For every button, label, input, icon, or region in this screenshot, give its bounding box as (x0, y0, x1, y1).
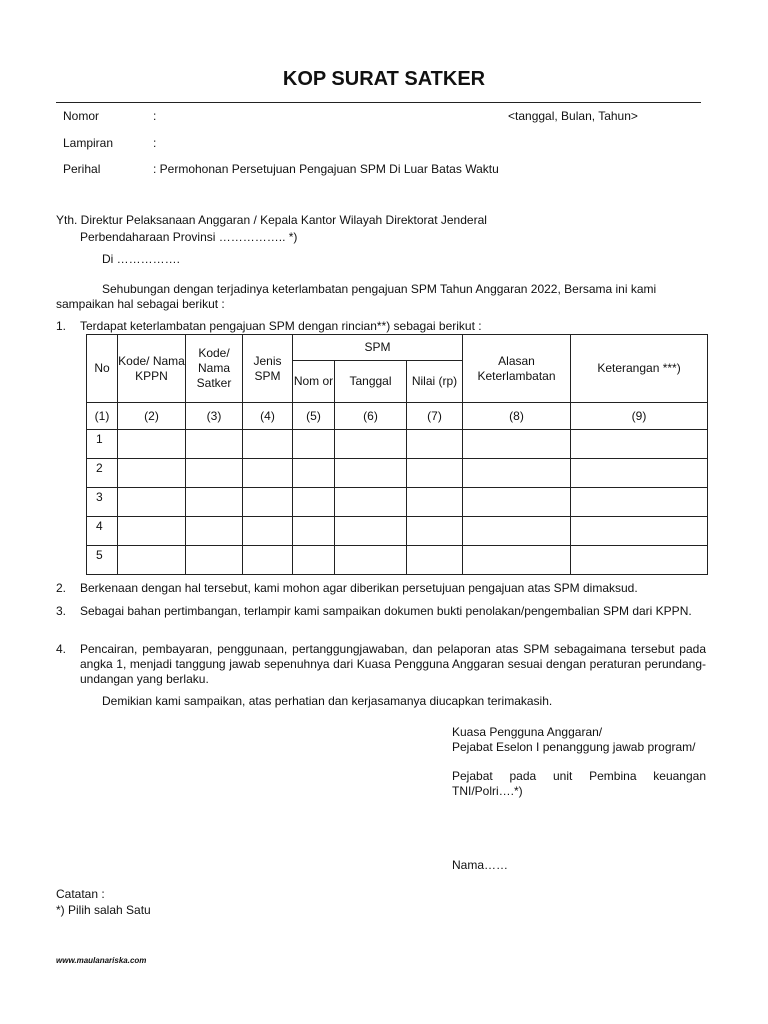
table-cell (118, 488, 186, 517)
table-cell (118, 517, 186, 546)
opening-paragraph-cont: sampaikan hal sebagai berikut : (56, 297, 225, 311)
opening-paragraph: Sehubungan dengan terjadinya keterlambatan pengajuan SPM Tahun Anggaran 2022, Bersama ini kami (102, 282, 657, 296)
table-cell (463, 430, 571, 459)
list-number: 2. (56, 581, 67, 595)
perihal-value: : Permohonan Persetujuan Pengajuan SPM Di Luar Batas Waktu (153, 162, 499, 176)
table-cell (463, 488, 571, 517)
row-number: 1 (87, 430, 118, 459)
table-cell (407, 459, 463, 488)
nomor-value: : (153, 109, 157, 123)
table-cell (463, 517, 571, 546)
list-number: 3. (56, 604, 67, 618)
table-row (87, 488, 708, 517)
row-number: 3 (87, 488, 118, 517)
perihal-label: Perihal (63, 162, 101, 176)
signature-line-2: Pejabat Eselon I penanggung jawab program/ (452, 740, 696, 754)
table-cell (571, 430, 708, 459)
col-header-nomor: Nom or (293, 361, 335, 403)
address-line-3: Di ……………. (102, 252, 180, 266)
column-number: (2) (118, 403, 186, 430)
table-cell (571, 488, 708, 517)
letter-date: <tanggal, Bulan, Tahun> (508, 109, 638, 123)
table-cell (335, 488, 407, 517)
table-cell (335, 517, 407, 546)
list-text: Sebagai bahan pertimbangan, terlampir kami sampaikan dokumen bukti penolakan/pengembalian SPM dari KPPN. (80, 604, 692, 618)
col-header-jenis-spm: Jenis SPM (243, 335, 293, 403)
table-cell (571, 459, 708, 488)
column-number: (4) (243, 403, 293, 430)
signature-name: Nama…… (452, 858, 509, 872)
table-row (87, 546, 708, 575)
column-number: (6) (335, 403, 407, 430)
signature-line-3: Pejabat pada unit Pembina keuangan TNI/Polri….*) (452, 769, 706, 798)
table-cell (407, 430, 463, 459)
table-cell (118, 430, 186, 459)
col-header-spm: SPM (293, 335, 463, 361)
footer-url: www.maulanariska.com (56, 956, 147, 965)
notes-item: *) Pilih salah Satu (56, 903, 151, 917)
col-header-nilai: Nilai (rp) (407, 361, 463, 403)
table-cell (571, 546, 708, 575)
table-cell (293, 488, 335, 517)
col-header-kode-kppn: Kode/ Nama KPPN (118, 335, 186, 403)
column-number: (3) (186, 403, 243, 430)
table-cell (243, 546, 293, 575)
table-cell (407, 488, 463, 517)
table-cell (243, 517, 293, 546)
address-line-2: Perbendaharaan Provinsi …………….. *) (80, 230, 298, 244)
spm-table (86, 334, 708, 575)
column-number: (8) (463, 403, 571, 430)
table-cell (335, 430, 407, 459)
table-cell (335, 459, 407, 488)
col-header-no: No (87, 335, 118, 403)
column-number: (5) (293, 403, 335, 430)
column-number: (9) (571, 403, 708, 430)
row-number: 2 (87, 459, 118, 488)
table-cell (243, 488, 293, 517)
table-cell (243, 459, 293, 488)
lampiran-value: : (153, 136, 157, 150)
table-row (87, 459, 708, 488)
table-cell (407, 546, 463, 575)
signature-line-1: Kuasa Pengguna Anggaran/ (452, 725, 603, 739)
table-cell (186, 430, 243, 459)
closing-paragraph: Demikian kami sampaikan, atas perhatian dan kerjasamanya diucapkan terimakasih. (102, 694, 553, 708)
notes-title: Catatan : (56, 887, 105, 901)
col-header-alasan: Alasan Keterlambatan (463, 335, 571, 403)
table-cell (293, 430, 335, 459)
column-number: (1) (87, 403, 118, 430)
table-cell (407, 517, 463, 546)
list-text: Terdapat keterlambatan pengajuan SPM dengan rincian**) sebagai berikut : (80, 319, 482, 333)
list-number: 1. (56, 319, 67, 333)
table-cell (118, 459, 186, 488)
table-cell (335, 546, 407, 575)
table-cell (186, 517, 243, 546)
row-number: 5 (87, 546, 118, 575)
table-cell (186, 459, 243, 488)
table-cell (463, 546, 571, 575)
table-row (87, 430, 708, 459)
header-rule (56, 102, 701, 103)
list-number: 4. (56, 642, 67, 656)
table-cell (186, 488, 243, 517)
table-cell (293, 546, 335, 575)
table-cell (293, 517, 335, 546)
table-cell (118, 546, 186, 575)
column-number: (7) (407, 403, 463, 430)
table-cell (571, 517, 708, 546)
col-header-kode-satker: Kode/ Nama Satker (186, 335, 243, 403)
table-cell (463, 459, 571, 488)
column-number-row (87, 403, 708, 430)
address-line-1: Yth. Direktur Pelaksanaan Anggaran / Kepala Kantor Wilayah Direktorat Jenderal (56, 213, 487, 227)
table-row (87, 517, 708, 546)
nomor-label: Nomor (63, 109, 100, 123)
table-cell (293, 459, 335, 488)
row-number: 4 (87, 517, 118, 546)
col-header-keterangan: Keterangan ***) (571, 335, 708, 403)
table-cell (243, 430, 293, 459)
col-header-tanggal: Tanggal (335, 361, 407, 403)
table-cell (186, 546, 243, 575)
letterhead-title: KOP SURAT SATKER (282, 68, 486, 90)
lampiran-label: Lampiran (63, 136, 114, 150)
list-text: Pencairan, pembayaran, penggunaan, pertanggungjawaban, dan pelaporan atas SPM sebagaimana tersebut pada angka 1, menjadi tanggung jawab sepenuhnya dari Kuasa Pengguna Anggaran sesuai dengan peraturan perundang-undangan yang berlaku. (80, 642, 706, 686)
list-text: Berkenaan dengan hal tersebut, kami mohon agar diberikan persetujuan pengajuan atas SPM dimaksud. (80, 581, 638, 595)
